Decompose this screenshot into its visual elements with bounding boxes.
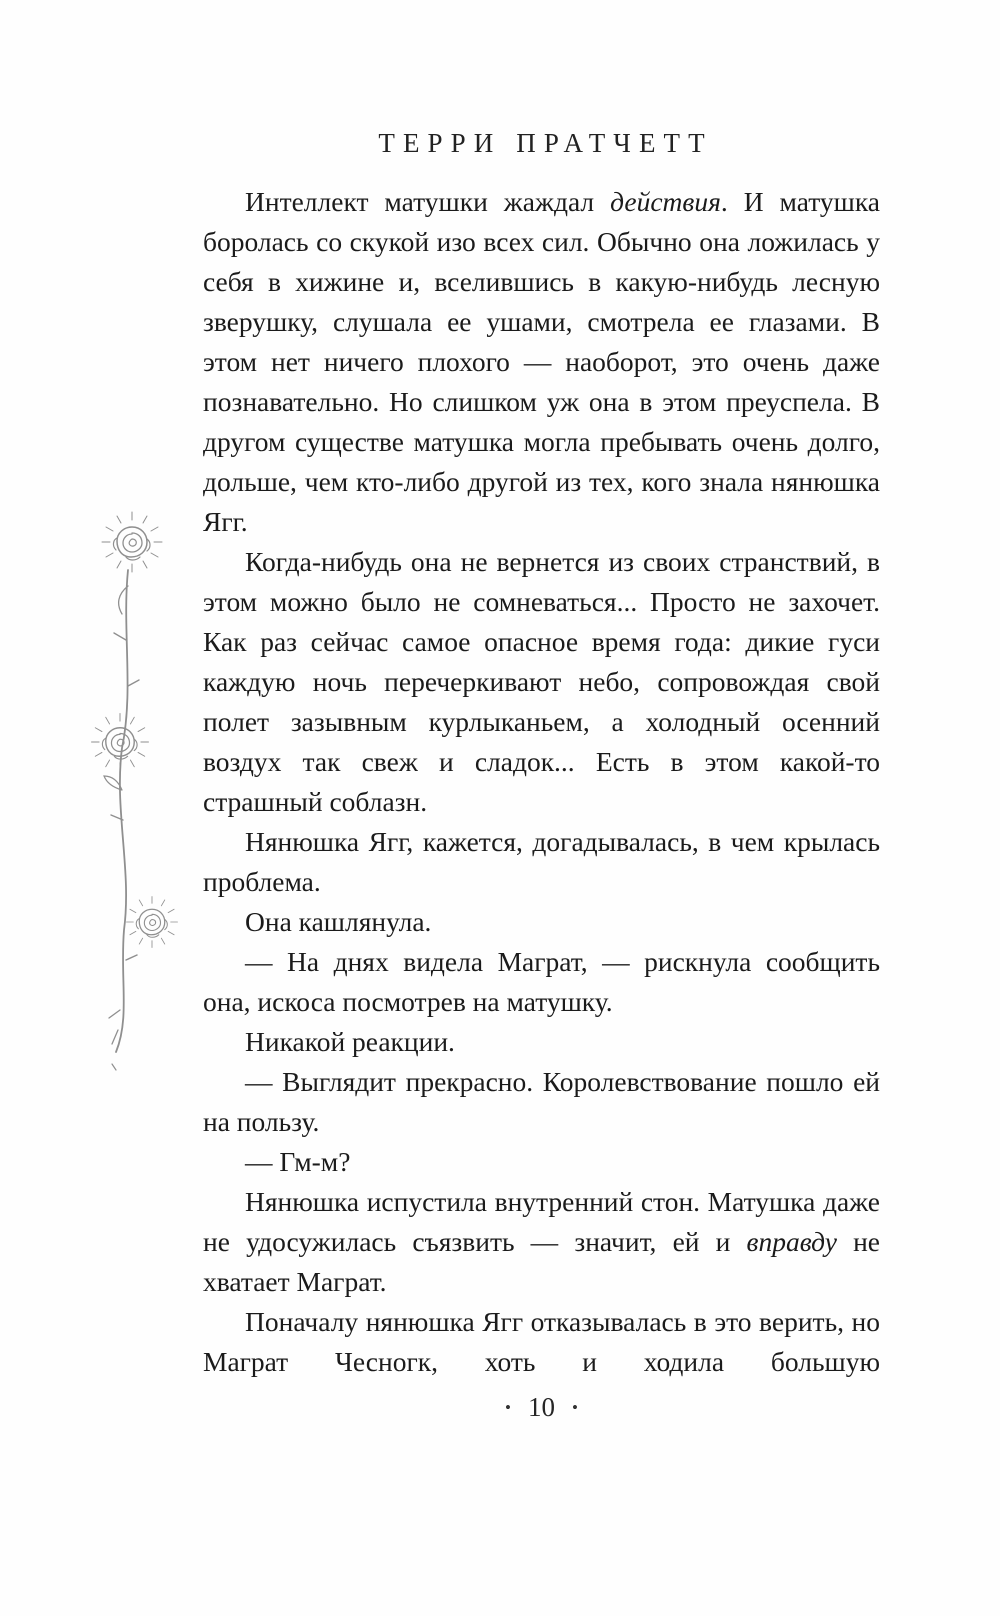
text-run: . И матушка боролась со скукой изо всех сил. Обычно она ложилась у себя в хижине и, вселившись в какую-нибудь лесную зверушку, слушала ее ушами, смотрела ее глазами. В этом нет ничего плохого — наоборот, это очень даже познавательно. Но слишком уж она в этом преуспела. В другом существе матушка могла пребывать очень долго, дольше, чем кто-либо другой из тех, кого знала нянюшка Ягг.	[203, 186, 880, 537]
text-run: Нянюшка испустила внутренний стон. Матушка даже не удосужилась съязвить — значит, ей и	[203, 1186, 880, 1257]
text-run: Никакой реакции.	[245, 1026, 455, 1057]
text-run: — Выглядит прекрасно. Королевствование пошло ей на пользу.	[203, 1066, 880, 1137]
paragraph	[203, 182, 880, 542]
text-run: Нянюшка Ягг, кажется, догадывалась, в чем крылась проблема.	[203, 826, 880, 897]
rose-stem-illustration	[76, 490, 198, 1074]
paragraph	[203, 1022, 880, 1062]
paragraph	[203, 1142, 880, 1182]
running-head-author: ТЕРРИ ПРАТЧЕТТ	[378, 128, 713, 158]
page-number-value: 10	[528, 1392, 555, 1422]
paragraph	[203, 942, 880, 1022]
page-number-bullet-right: •	[572, 1398, 578, 1417]
body-text	[203, 182, 880, 1382]
text-run: Поначалу нянюшка Ягг отказывалась в это верить, но Маграт Чесногк, хоть и ходила большую	[203, 1306, 880, 1377]
italic-text: вправду	[746, 1226, 837, 1257]
page-number	[203, 1392, 880, 1423]
paragraph	[203, 1182, 880, 1302]
paragraph	[203, 902, 880, 942]
paragraph	[203, 542, 880, 822]
text-run: не хватает Маграт.	[203, 1226, 880, 1297]
paragraph	[203, 1302, 880, 1382]
text-run: Интеллект матушки жаждал	[245, 186, 611, 217]
text-run: — Гм-м?	[245, 1146, 351, 1177]
text-run: — На днях видела Маграт, — рискнула сообщить она, искоса посмотрев на матушку.	[203, 946, 880, 1017]
italic-text: действия	[610, 186, 721, 217]
paragraph	[203, 822, 880, 902]
page-number-bullet-left: •	[505, 1398, 511, 1417]
text-run: Когда-нибудь она не вернется из своих странствий, в этом можно было не сомневаться... Просто не захочет. Как раз сейчас самое опасное время года: дикие гуси каждую ночь перечеркивают небо, сопровождая свой полет зазывным курлыканьем, а холодный осенний воздух так свеж и сладок... Есть в этом какой-то страшный соблазн.	[203, 546, 880, 817]
text-run: Она кашлянула.	[245, 906, 432, 937]
paragraph	[203, 1062, 880, 1142]
